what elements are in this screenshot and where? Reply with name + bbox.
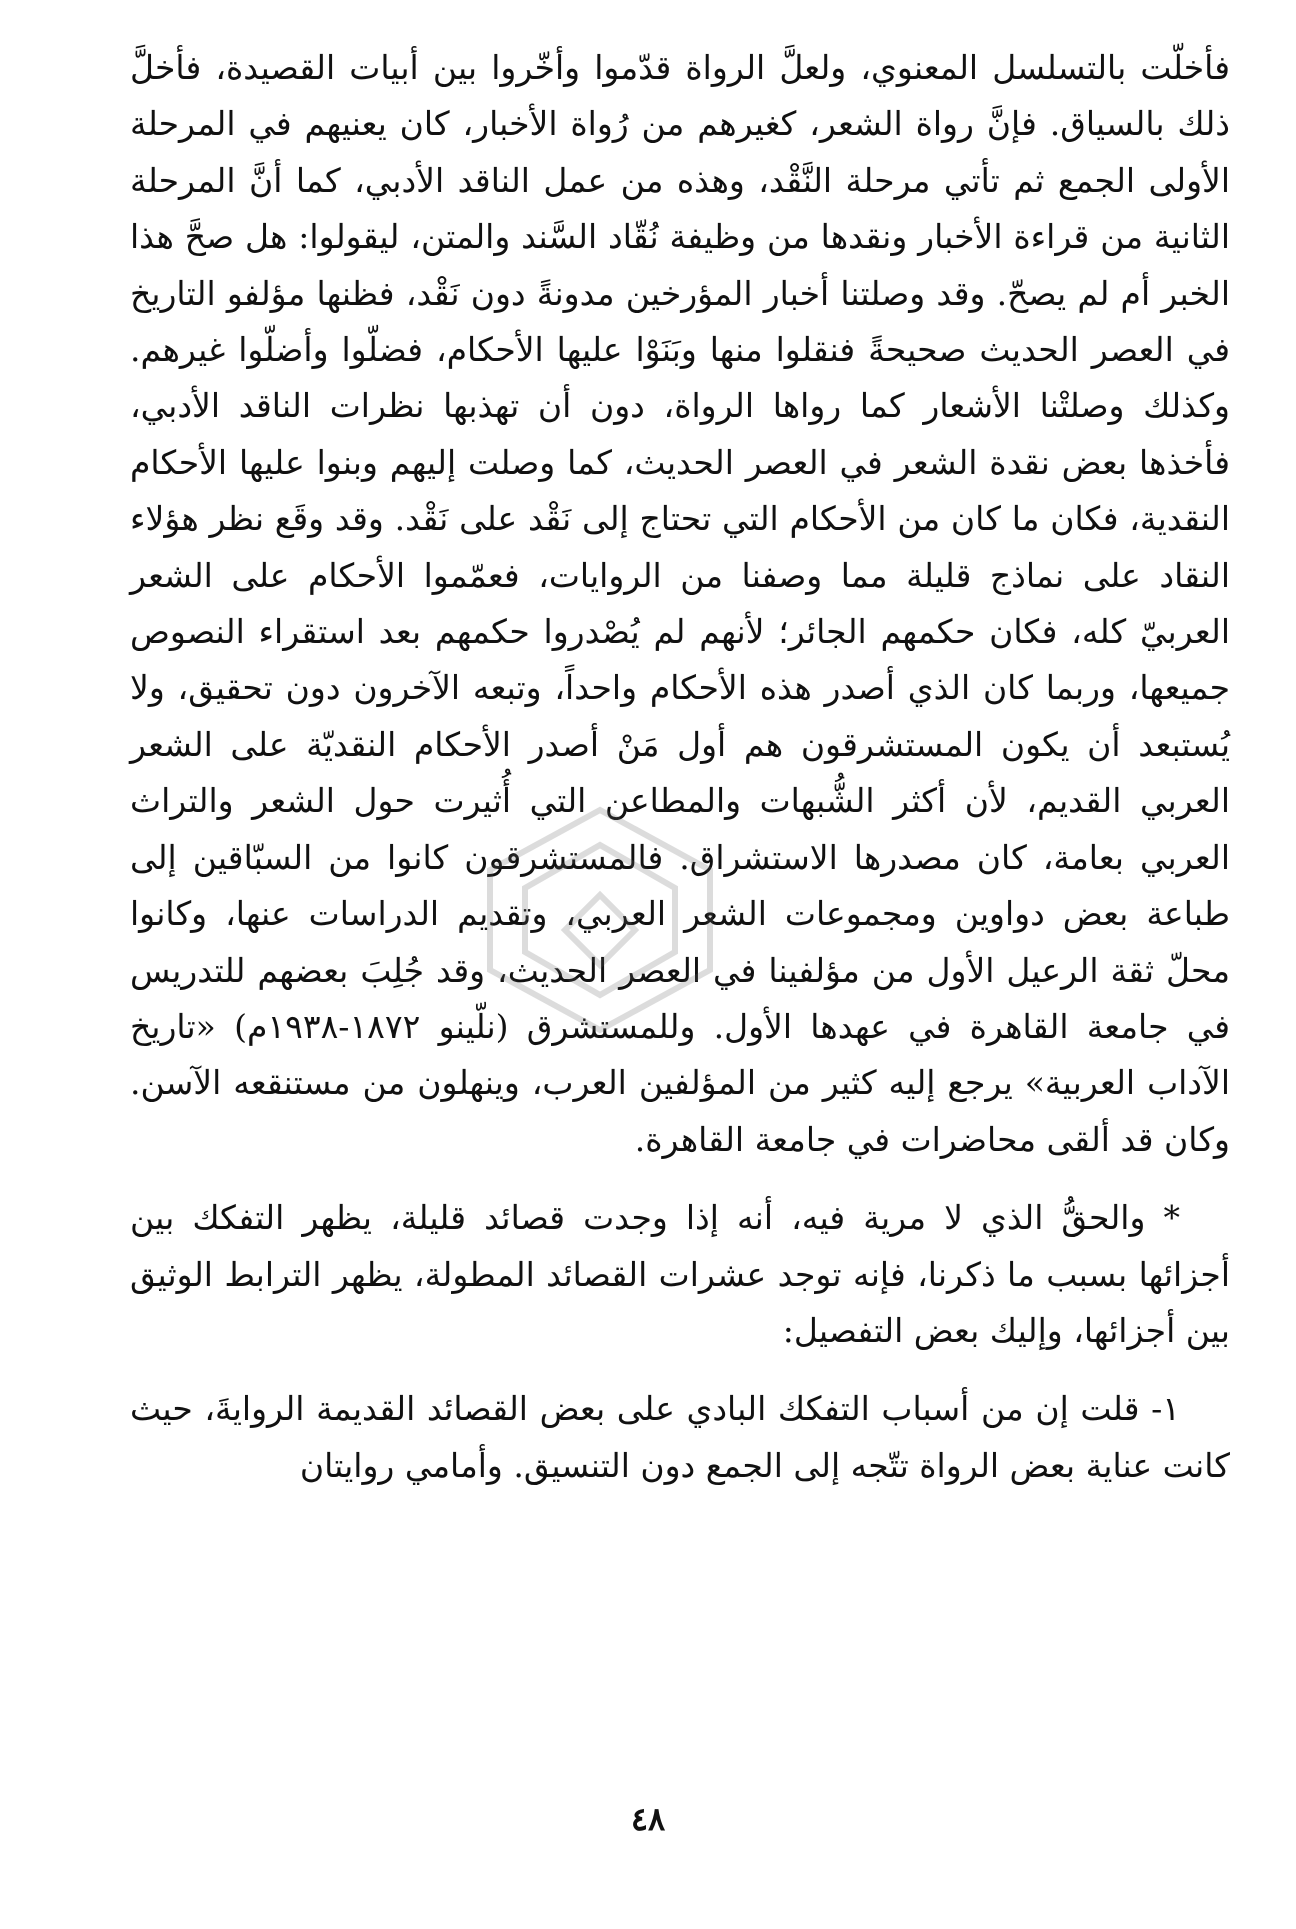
- library-seal-watermark: [470, 800, 730, 1040]
- body-paragraph: * والحقُّ الذي لا مرية فيه، أنه إذا وجدت قصائد قليلة، يظهر التفكك بين أجزائها بسبب ما ذكرنا، فإنه توجد عشرات القصائد المطولة، يظهر الترابط الوثيق بين أجزائها، وإليك بعض التفصيل:: [130, 1198, 1230, 1350]
- page-number: ٤٨: [630, 1800, 666, 1838]
- body-paragraph: فأخلّت بالتسلسل المعنوي، ولعلَّ الرواة قدّموا وأخّروا بين أبيات القصيدة، فأخلَّ ذلك بالسياق. فإنَّ رواة الشعر، كغيرهم من رُواة الأخبار، كان يعنيهم في المرحلة الأولى الجمع ثم تأتي مرحلة النَّقْد، وهذه من عمل الناقد الأدبي، كما أنَّ المرحلة الثانية من قراءة الأخبار ونقدها من وظيفة نُقّاد السَّند والمتن، ليقولوا: هل صحَّ هذا الخبر أم لم يصحّ. وقد وصلتنا أخبار المؤرخين مدونةً دون نَقْد، فظنها مؤلفو التاريخ في العصر الحديث صحيحةً فنقلوا منها وبَنَوْا عليها الأحكام، فضلّوا وأضلّوا غيرهم. وكذلك وصلتْنا الأشعار كما رواها الرواة، دون أن تهذبها نظرات الناقد الأدبي، فأخذها بعض نقدة الشعر في العصر الحديث، كما وصلت إليهم وبنوا عليها الأحكام النقدية، فكان ما كان من الأحكام التي تحتاج إلى نَقْد على نَقْد. وقد وقَع نظر هؤلاء النقاد على نماذج قليلة مما وصفنا من الروايات، فعمّموا الأحكام على الشعر العربيّ كله، فكان حكمهم الجائر؛ لأنهم لم يُصْدروا حكمهم بعد استقراء النصوص جميعها، وربما كان الذي أصدر هذه الأحكام واحداً، وتبعه الآخرون دون تحقيق، ولا يُستبعد أن يكون المستشرقون هم أول مَنْ أصدر الأحكام النقديّة على الشعر العربي القديم، لأن أكثر الشُّبهات والمطاعن التي أُثيرت حول الشعر والتراث العربي بعامة، كان مصدرها الاستشراق. فالمستشرقون كانوا من السبّاقين إلى طباعة بعض دواوين ومجموعات الشعر العربي، وتقديم الدراسات عنها، وكانوا محلّ ثقة الرعيل الأول من مؤلفينا في العصر الحديث، وقد جُلِبَ بعضهم للتدريس في جامعة القاهرة في عهدها الأول. وللمستشرق (نلّينو ١٨٧٢-١٩٣٨م) «تاريخ الآداب العربية» يرجع إليه كثير من المؤلفين العرب، وينهلون من مستنقعه الآسن. وكان قد ألقى محاضرات في جامعة القاهرة.: [130, 48, 1230, 1159]
- body-paragraph: ١- قلت إن من أسباب التفكك البادي على بعض القصائد القديمة الروايةَ، حيث كانت عناية بعض الرواة تتّجه إلى الجمع دون التنسيق. وأمامي روايتان: [130, 1389, 1230, 1485]
